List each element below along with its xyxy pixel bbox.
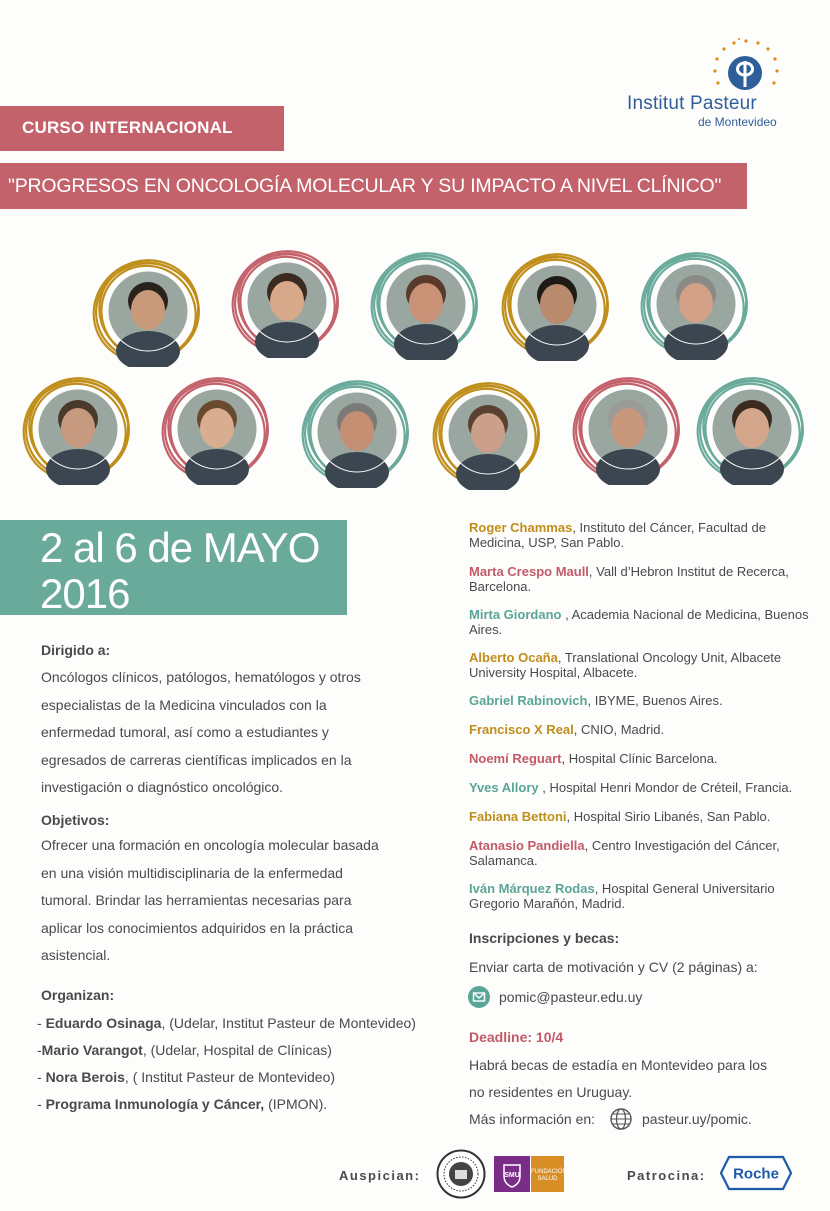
date-block bbox=[0, 520, 347, 615]
speaker-portrait bbox=[92, 255, 204, 367]
speaker-portrait bbox=[22, 373, 134, 485]
course-title: "PROGRESOS EN ONCOLOGÍA MOLECULAR Y SU IMPACTO A NIVEL CLÍNICO" bbox=[8, 175, 722, 197]
pasteur-logo-icon bbox=[727, 55, 763, 91]
speaker-name: Francisco X Real bbox=[469, 722, 574, 737]
speaker-portrait bbox=[231, 246, 343, 358]
grant-info-line: no residentes en Uruguay. bbox=[469, 1084, 633, 1100]
objectives-text bbox=[41, 832, 436, 970]
speaker-portrait bbox=[696, 373, 808, 485]
organizer-item: - Nora Berois, ( Institut Pasteur de Montevideo) bbox=[37, 1069, 336, 1085]
speaker-entry: Alberto Ocaña, Translational Oncology Unit, Albacete University Hospital, Albacete. bbox=[469, 650, 782, 680]
date-range: 2 al 6 de MAYO bbox=[40, 524, 320, 571]
registration-heading: Inscripciones y becas: bbox=[469, 930, 620, 946]
target-line: Oncólogos clínicos, patólogos, hematólogos y otros bbox=[41, 669, 361, 685]
speaker-name: Roger Chammas bbox=[469, 520, 573, 535]
speaker-entry: Mirta Giordano , Academia Nacional de Medicina, Buenos Aires. bbox=[469, 607, 809, 637]
institute-subname: de Montevideo bbox=[698, 115, 777, 129]
registration-instruction: Enviar carta de motivación y CV (2 páginas) a: bbox=[469, 959, 758, 975]
objectives-line: Ofrecer una formación en oncología molecular basada bbox=[41, 837, 379, 853]
speaker-portrait bbox=[432, 378, 544, 490]
speaker-portrait bbox=[501, 249, 613, 361]
globe-icon bbox=[610, 1108, 632, 1130]
deadline: Deadline: 10/4 bbox=[469, 1029, 564, 1045]
organizers-heading: Organizan: bbox=[41, 987, 115, 1003]
fundacion-text: FUNDACIÓN SALUD bbox=[531, 1169, 567, 1182]
speaker-name: Fabiana Bettoni bbox=[469, 809, 567, 824]
email-icon bbox=[468, 986, 490, 1008]
email-link[interactable]: pomic@pasteur.edu.uy bbox=[499, 989, 643, 1005]
speaker-entry: Gabriel Rabinovich, IBYME, Buenos Aires. bbox=[469, 693, 723, 708]
speaker-entry: Iván Márquez Rodas, Hospital General Universitario Gregorio Marañón, Madrid. bbox=[469, 881, 775, 911]
course-type: CURSO INTERNACIONAL bbox=[22, 118, 233, 137]
roche-logo-text: Roche bbox=[733, 1165, 779, 1183]
roche-logo bbox=[720, 1155, 792, 1191]
speaker-portrait bbox=[301, 376, 413, 488]
sponsor-label: Patrocina: bbox=[627, 1168, 706, 1183]
objectives-line: tumoral. Brindar las herramientas necesarias para bbox=[41, 892, 352, 908]
organizer-item: - Eduardo Osinaga, (Udelar, Institut Pasteur de Montevideo) bbox=[37, 1015, 416, 1031]
grant-info-line: Habrá becas de estadía en Montevideo para los bbox=[469, 1057, 768, 1073]
more-info-label: Más información en: bbox=[469, 1111, 596, 1127]
speaker-entry: Marta Crespo Maull, Vall d’Hebron Institut de Recerca, Barcelona. bbox=[469, 564, 789, 594]
target-line: enfermedad tumoral, así como a estudiantes y bbox=[41, 724, 329, 740]
speaker-name: Noemí Reguart bbox=[469, 751, 562, 766]
speaker-entry: Noemí Reguart, Hospital Clínic Barcelona. bbox=[469, 751, 718, 766]
organizer-item: - Programa Inmunología y Cáncer, (IPMON). bbox=[37, 1096, 328, 1112]
organizer-item: -Mario Varangot, (Udelar, Hospital de Clínicas) bbox=[37, 1042, 332, 1058]
objectives-line: asistencial. bbox=[41, 947, 111, 963]
speaker-entry: Roger Chammas, Instituto del Cáncer, Facultad de Medicina, USP, San Pablo. bbox=[469, 520, 766, 550]
target-text bbox=[41, 664, 436, 802]
smu-logo-text: SMU bbox=[504, 1172, 520, 1179]
speaker-name: Atanasio Pandiella bbox=[469, 838, 585, 853]
speaker-name: Alberto Ocaña bbox=[469, 650, 558, 665]
speaker-name: Gabriel Rabinovich bbox=[469, 693, 588, 708]
speaker-entry: Francisco X Real, CNIO, Madrid. bbox=[469, 722, 665, 737]
speaker-name: Iván Márquez Rodas bbox=[469, 881, 595, 896]
fundacion-logo bbox=[531, 1156, 567, 1192]
speaker-portrait bbox=[572, 373, 684, 485]
speaker-portrait bbox=[640, 248, 752, 360]
university-seal-icon bbox=[436, 1149, 486, 1199]
course-title-banner bbox=[0, 163, 747, 209]
speaker-name: Yves Allory bbox=[469, 780, 543, 795]
speaker-entry: Yves Allory , Hospital Henri Mondor de Créteil, Francia. bbox=[469, 780, 793, 795]
target-line: egresados de carreras científicas implicados en la bbox=[41, 751, 352, 768]
target-line: investigación o diagnóstico oncológico. bbox=[41, 779, 284, 795]
target-heading: Dirigido a: bbox=[41, 642, 111, 658]
speaker-name: Mirta Giordano bbox=[469, 607, 566, 622]
speaker-entry: Fabiana Bettoni, Hospital Sirio Libanés, San Pablo. bbox=[469, 809, 771, 824]
course-type-banner bbox=[0, 106, 284, 151]
date-year: 2016 bbox=[40, 570, 130, 617]
support-label: Auspician: bbox=[339, 1168, 421, 1183]
speaker-entry: Atanasio Pandiella, Centro Investigación del Cáncer, Salamanca. bbox=[469, 838, 780, 868]
objectives-line: en una visión multidisciplinaria de la enfermedad bbox=[41, 864, 343, 881]
objectives-heading: Objetivos: bbox=[41, 812, 110, 828]
speaker-portrait bbox=[370, 248, 482, 360]
institute-name: Institut Pasteur bbox=[627, 93, 757, 114]
target-line: especialistas de la Medicina vinculados con la bbox=[41, 696, 327, 713]
objectives-line: aplicar los conocimientos adquiridos en la práctica bbox=[41, 919, 354, 936]
smu-logo bbox=[494, 1156, 530, 1192]
website-link[interactable]: pasteur.uy/pomic. bbox=[642, 1111, 752, 1127]
speaker-name: Marta Crespo Maull bbox=[469, 564, 589, 579]
speaker-portrait bbox=[161, 373, 273, 485]
